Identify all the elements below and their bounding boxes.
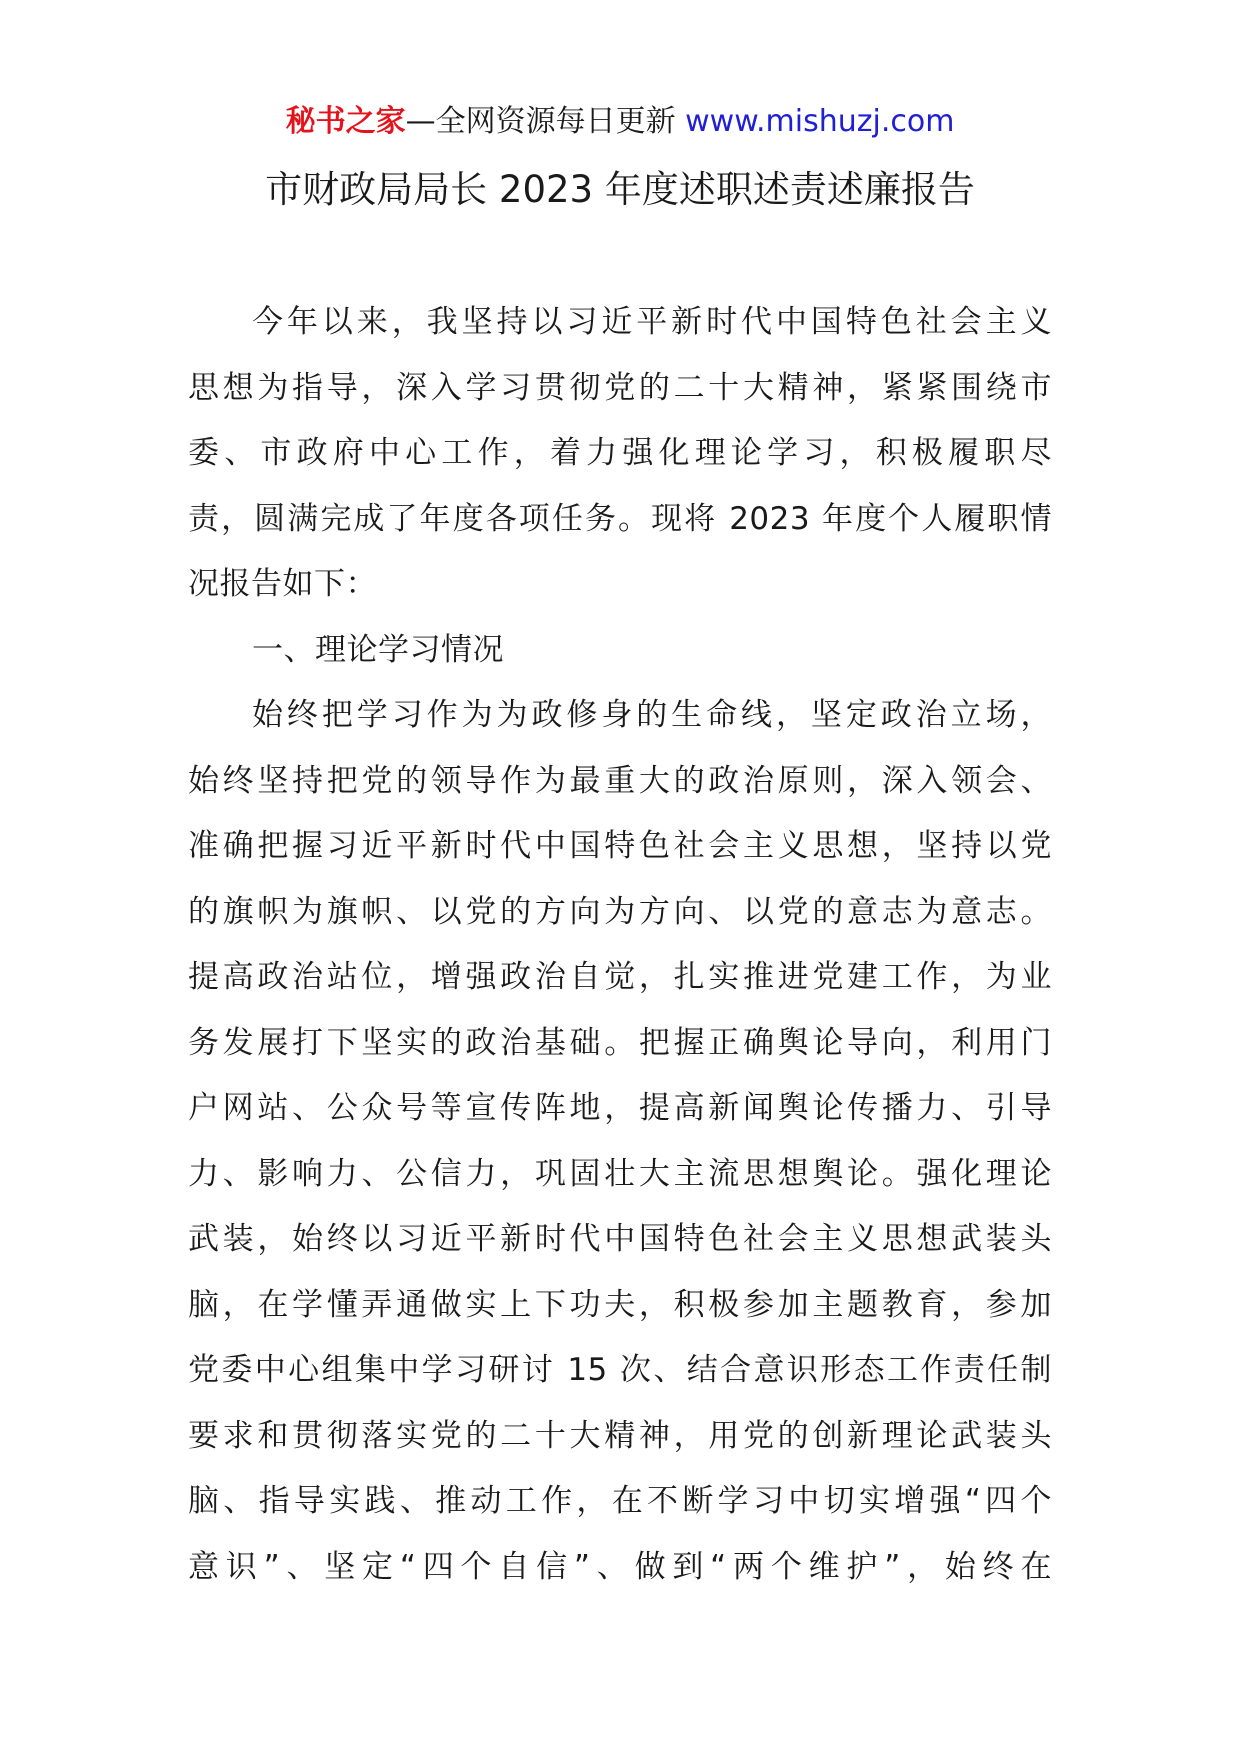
site-header [0,102,1240,142]
section-heading: 一、理论学习情况 [252,631,504,668]
body-line: 党委中心组集中学习研讨 15 次、结合意识形态工作责任制 [188,1352,1052,1388]
body-line: 务发展打下坚实的政治基础。把握正确舆论导向，利用门 [188,1024,1052,1061]
body-line: 委、市政府中心工作，着力强化理论学习，积极履职尽 [188,435,1052,471]
body-line: 提高政治站位，增强政治自觉，扎实推进党建工作，为业 [188,959,1052,995]
body-line: 始终把学习作为为政修身的生命线，坚定政治立场， [252,697,1052,733]
body-line: 今年以来，我坚持以习近平新时代中国特色社会主义 [252,304,1052,340]
body-line: 要求和贯彻落实党的二十大精神，用党的创新理论武装头 [188,1417,1052,1454]
body-line: 准确把握习近平新时代中国特色社会主义思想，坚持以党 [188,828,1052,864]
body-line: 思想为指导，深入学习贯彻党的二十大精神，紧紧围绕市 [188,369,1052,406]
document-body [188,290,1052,1600]
body-line: 脑、指导实践、推动工作，在不断学习中切实增强“四个 [188,1483,1052,1519]
website-url[interactable]: www.mishuzj.com [685,104,955,139]
body-line: 况报告如下： [188,566,377,602]
document-title: 市财政局局长 2023 年度述职述责述廉报告 [265,168,975,211]
header-slogan: —全网资源每日更新 [405,104,686,139]
body-line: 武装，始终以习近平新时代中国特色社会主义思想武装头 [188,1221,1052,1257]
body-line: 力、影响力、公信力，巩固壮大主流思想舆论。强化理论 [188,1155,1052,1192]
body-line: 户网站、公众号等宣传阵地，提高新闻舆论传播力、引导 [188,1090,1052,1126]
body-line: 意识”、坚定“四个自信”、做到“两个维护”，始终在 [188,1548,1052,1585]
body-line: 责，圆满完成了年度各项任务。现将 2023 年度个人履职情 [188,500,1052,537]
body-line: 脑，在学懂弄通做实上下功夫，积极参加主题教育，参加 [188,1286,1052,1323]
body-line: 始终坚持把党的领导作为最重大的政治原则，深入领会、 [188,762,1052,799]
brand-name: 秘书之家 [285,104,406,139]
body-line: 的旗帜为旗帜、以党的方向为方向、以党的意志为意志。 [188,893,1052,930]
